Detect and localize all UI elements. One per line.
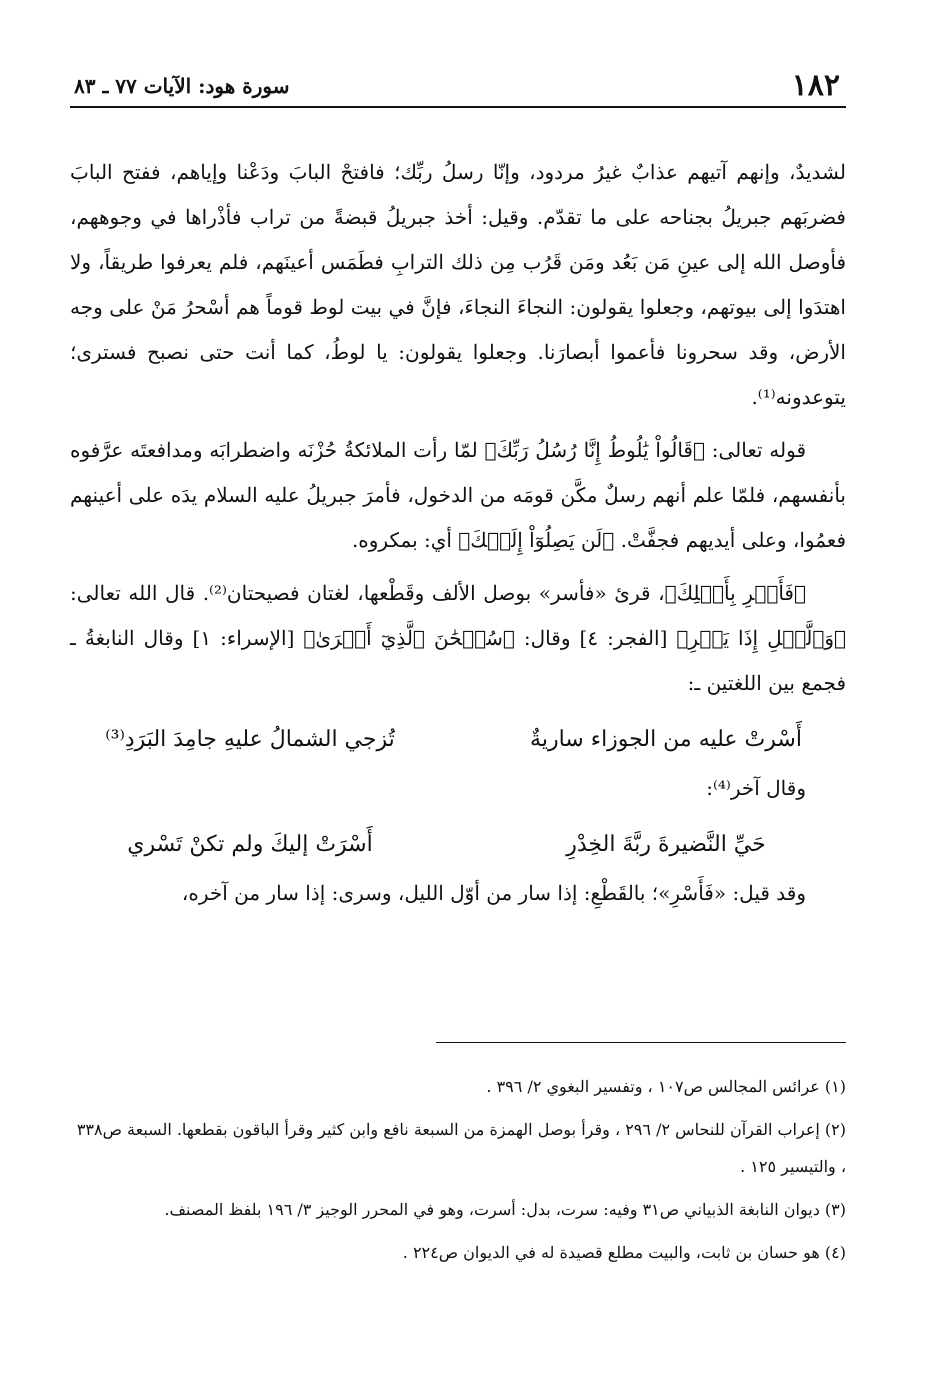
poetry-verse-1 <box>70 714 846 766</box>
verse-second-hemistich: تُزجي الشمالُ عليهِ جامِدَ البَرَدِ⁽³⁾ <box>105 727 395 752</box>
running-head: سورة هود: الآيات ٧٧ ـ ٨٣ <box>74 74 290 98</box>
verse-first-hemistich: حَيِّ النَّضيرةَ ربَّةَ الخِدْرِ <box>566 832 766 857</box>
paragraph: لشديدٌ، وإنهم آتيهم عذابٌ غيرُ مردود، وإنّا رسلُ ربِّك؛ فافتحْ البابَ ودَعْنا وإياهم، ففتح البابَ فضربَهم جبريلُ بجناحه على ما تقدّم. وقيل: أخذ جبريلُ قبضةً من تراب فأذْراها في وجوههم، فأوصل الله إلى عينِ مَن بَعُد ومَن قَرُب مِن ذلك الترابِ فطَمَس أعينَهم، فلم يعرفوا طريقاً، ولا اهتدَوا إلى بيوتهم، وجعلوا يقولون: النجاءَ النجاءَ، فإنَّ في بيت لوط قوماً هم أسْحرُ مَنْ على وجه الأرض، وقد سحرونا فأعموا أبصارَنا. وجعلوا يقولون: يا لوطُ، كما أنت حتى نصبح فسترى؛ يتوعدونه⁽¹⁾. <box>70 160 846 409</box>
footnote: (٤) هو حسان بن ثابت، والبيت مطلع قصيدة له في الديوان ص٢٢٤ . <box>402 1243 846 1262</box>
verse-second-hemistich: أَسْرَتْ إليكَ ولم تكنْ تَسْري <box>127 832 373 857</box>
verse-intro: وقال آخر⁽⁴⁾: <box>706 776 806 800</box>
footnote: (٣) ديوان النابغة الذبياني ص٣١ وفيه: سرت، بدل: أسرت، وهو في المحرر الوجيز ٣/ ١٩٦ بلفظ المصنف. <box>164 1200 846 1219</box>
page-header <box>70 66 846 108</box>
poetry-verse-2 <box>70 819 846 871</box>
footnote: (١) عرائس المجالس ص١٠٧ ، وتفسير البغوي ٢/ ٣٩٦ . <box>486 1077 846 1096</box>
paragraph: وقد قيل: «فَأَسْرِ»؛ بالقَطْعِ: إذا سار من أوّل الليل، وسرى: إذا سار من آخره، <box>181 881 806 905</box>
footnote-divider <box>436 1042 846 1043</box>
paragraph: قوله تعالى: ﴿قَالُواْ يَٰلُوطُ إِنَّا رُسُلُ رَبِّكَ﴾ لمّا رأت الملائكةُ حُزْنَه واضطرابَه ومدافعتَه عرَّفوه بأنفسهم، فلمّا علم أنهم رسلٌ مكَّن قومَه من الدخول، فأمرَ جبريلُ عليه السلام يدَه على أعينهم فعمُوا، وعلى أيديهم فجفَّتْ. ﴿لَن يَصِلُوٓاْ إِلَيۡكَ﴾ أي: بمكروه. <box>70 438 846 552</box>
verse-first-hemistich: أَسْرتْ عليه من الجوزاء ساريةٌ <box>530 727 802 752</box>
footnotes <box>70 1068 846 1277</box>
main-text <box>70 150 846 924</box>
paragraph: ﴿فَأَسۡرِ بِأَهۡلِكَ﴾، قرئ «فأسر» بوصل الألف وقَطْعها، لغتان فصيحتان⁽²⁾. قال الله تعالى: ﴿وَٱلَّيۡلِ إِذَا يَسۡرِ﴾ [الفجر: ٤] وقال: ﴿سُبۡحَٰنَ ٱلَّذِيٓ أَسۡرَىٰ﴾ [الإسراء: ١] وقال النابغةُ ـ فجمع بين اللغتين ـ: <box>70 581 847 695</box>
footnote: (٢) إعراب القرآن للنحاس ٢/ ٢٩٦ ، وقرأ بوصل الهمزة من السبعة نافع وابن كثير وقرأ الباقون بقطعها. السبعة ص٣٣٨ ، والتيسير ١٢٥ . <box>76 1120 846 1176</box>
page-number: ١٨٢ <box>791 68 840 103</box>
